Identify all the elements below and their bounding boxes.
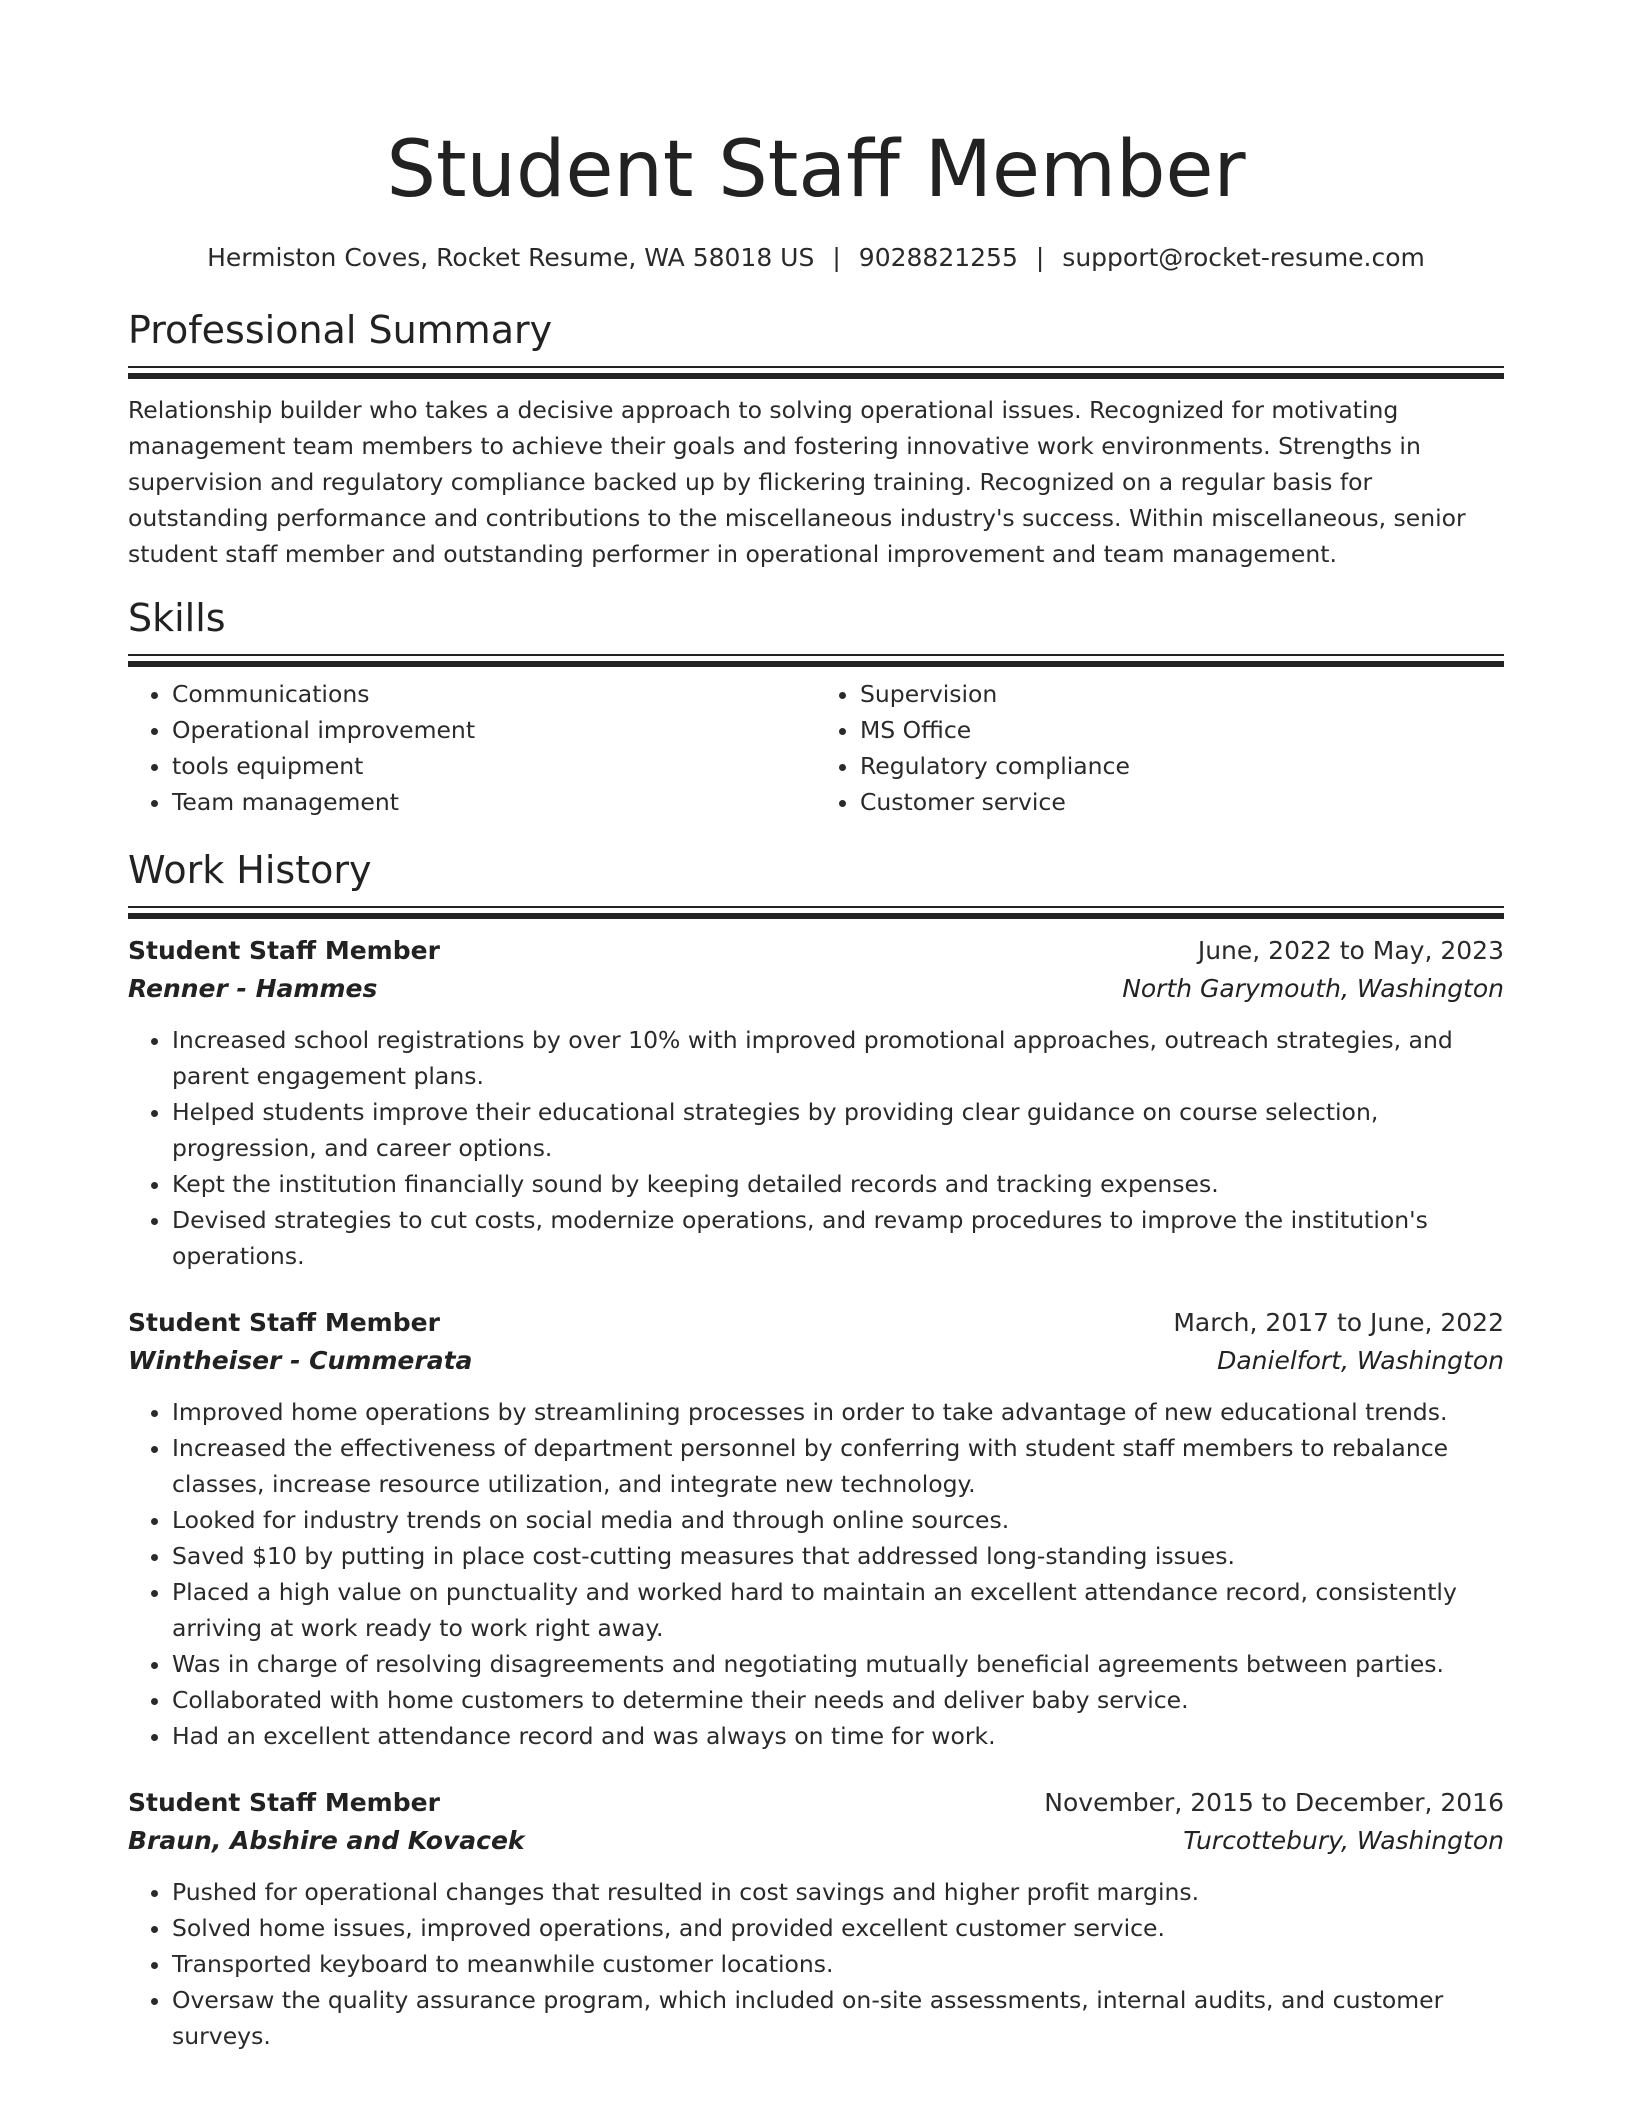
job-company: Braun, Abshire and Kovacek — [128, 1826, 525, 1855]
skills-columns — [128, 676, 1504, 820]
contact-line — [128, 240, 1504, 276]
job-dates: June, 2022 to May, 2023 — [1197, 936, 1504, 965]
skill-item: • Team management — [172, 784, 816, 820]
job-dates: March, 2017 to June, 2022 — [1173, 1308, 1504, 1337]
job-bullet: • Had an excellent attendance record and was always on time for work. — [172, 1718, 1504, 1754]
job-bullet: • Was in charge of resolving disagreements and negotiating mutually beneficial agreements between parties. — [172, 1646, 1504, 1682]
job-bullet: • Improved home operations by streamlining processes in order to take advantage of new educational trends. — [172, 1394, 1504, 1430]
contact-separator: | — [1035, 243, 1045, 272]
section-divider — [128, 654, 1504, 668]
section-title-work: Work History — [128, 848, 372, 892]
skills-list-left — [128, 676, 816, 820]
contact-email: support@rocket-resume.com — [1062, 243, 1425, 272]
work-section — [128, 846, 1504, 2054]
job-bullet: • Placed a high value on punctuality and worked hard to maintain an excellent attendance record, consistently arriving at work ready to work right away. — [172, 1574, 1504, 1646]
skill-item: • Operational improvement — [172, 712, 816, 748]
job-bullets — [128, 1874, 1504, 2054]
job-header — [128, 1304, 1504, 1342]
job-entry — [128, 1304, 1504, 1754]
job-company: Wintheiser - Cummerata — [128, 1346, 473, 1375]
skills-section — [128, 594, 1504, 820]
resume-name: Student Staff Member — [386, 125, 1246, 215]
job-header — [128, 1784, 1504, 1822]
skills-list-right — [816, 676, 1504, 820]
job-title: Student Staff Member — [128, 1788, 440, 1817]
skill-item: • MS Office — [860, 712, 1504, 748]
job-bullet: • Increased school registrations by over 10% with improved promotional approaches, outreach strategies, and parent engagement plans. — [172, 1022, 1504, 1094]
section-divider — [128, 906, 1504, 920]
job-company: Renner - Hammes — [128, 974, 378, 1003]
job-bullet: • Collaborated with home customers to determine their needs and deliver baby service. — [172, 1682, 1504, 1718]
job-bullet: • Increased the effectiveness of department personnel by conferring with student staff members to rebalance classes, increase resource utilization, and integrate new technology. — [172, 1430, 1504, 1502]
contact-phone: 9028821255 — [858, 243, 1018, 272]
skill-item: • tools equipment — [172, 748, 816, 784]
job-location: Danielfort, Washington — [1217, 1346, 1504, 1375]
job-location: Turcottebury, Washington — [1183, 1826, 1504, 1855]
section-title-summary: Professional Summary — [128, 308, 553, 352]
section-divider — [128, 366, 1504, 380]
job-bullets — [128, 1394, 1504, 1754]
skill-item: • Communications — [172, 676, 816, 712]
skill-item: • Regulatory compliance — [860, 748, 1504, 784]
job-entry — [128, 1784, 1504, 2054]
job-entry — [128, 932, 1504, 1274]
contact-separator: | — [832, 243, 841, 272]
job-bullets — [128, 1022, 1504, 1274]
job-bullet: • Looked for industry trends on social media and through online sources. — [172, 1502, 1504, 1538]
job-subheader — [128, 1342, 1504, 1380]
skill-item: • Customer service — [860, 784, 1504, 820]
summary-section — [128, 306, 1504, 572]
job-title: Student Staff Member — [128, 1308, 440, 1337]
skill-item: • Supervision — [860, 676, 1504, 712]
summary-text: Relationship builder who takes a decisive approach to solving operational issues. Recognized for motivating management team members to achieve their goals and fostering innovative work environments. Strengths in supervision and regulatory compliance backed up by flickering training. Recognized on a regular basis for outstanding performance and contributions to the miscellaneous industry's success. Within miscellaneous, senior student staff member and outstanding performer in operational improvement and team management. — [128, 396, 1466, 568]
job-header — [128, 932, 1504, 970]
section-title-skills: Skills — [128, 596, 226, 640]
job-bullet: • Helped students improve their educational strategies by providing clear guidance on course selection, progression, and career options. — [172, 1094, 1504, 1166]
job-bullet: • Devised strategies to cut costs, modernize operations, and revamp procedures to improve the institution's operations. — [172, 1202, 1504, 1274]
job-bullet: • Transported keyboard to meanwhile customer locations. — [172, 1946, 1504, 1982]
job-subheader — [128, 970, 1504, 1008]
job-bullet: • Saved $10 by putting in place cost-cutting measures that addressed long-standing issues. — [172, 1538, 1504, 1574]
job-dates: November, 2015 to December, 2016 — [1044, 1788, 1504, 1817]
job-subheader — [128, 1822, 1504, 1860]
contact-address: Hermiston Coves, Rocket Resume, WA 58018 US — [207, 243, 815, 272]
job-bullet: • Pushed for operational changes that resulted in cost savings and higher profit margins. — [172, 1874, 1504, 1910]
job-bullet: • Oversaw the quality assurance program, which included on-site assessments, internal audits, and customer surveys. — [172, 1982, 1504, 2054]
job-title: Student Staff Member — [128, 936, 440, 965]
job-location: North Garymouth, Washington — [1122, 974, 1504, 1003]
job-bullet: • Kept the institution financially sound by keeping detailed records and tracking expenses. — [172, 1166, 1504, 1202]
job-bullet: • Solved home issues, improved operations, and provided excellent customer service. — [172, 1910, 1504, 1946]
